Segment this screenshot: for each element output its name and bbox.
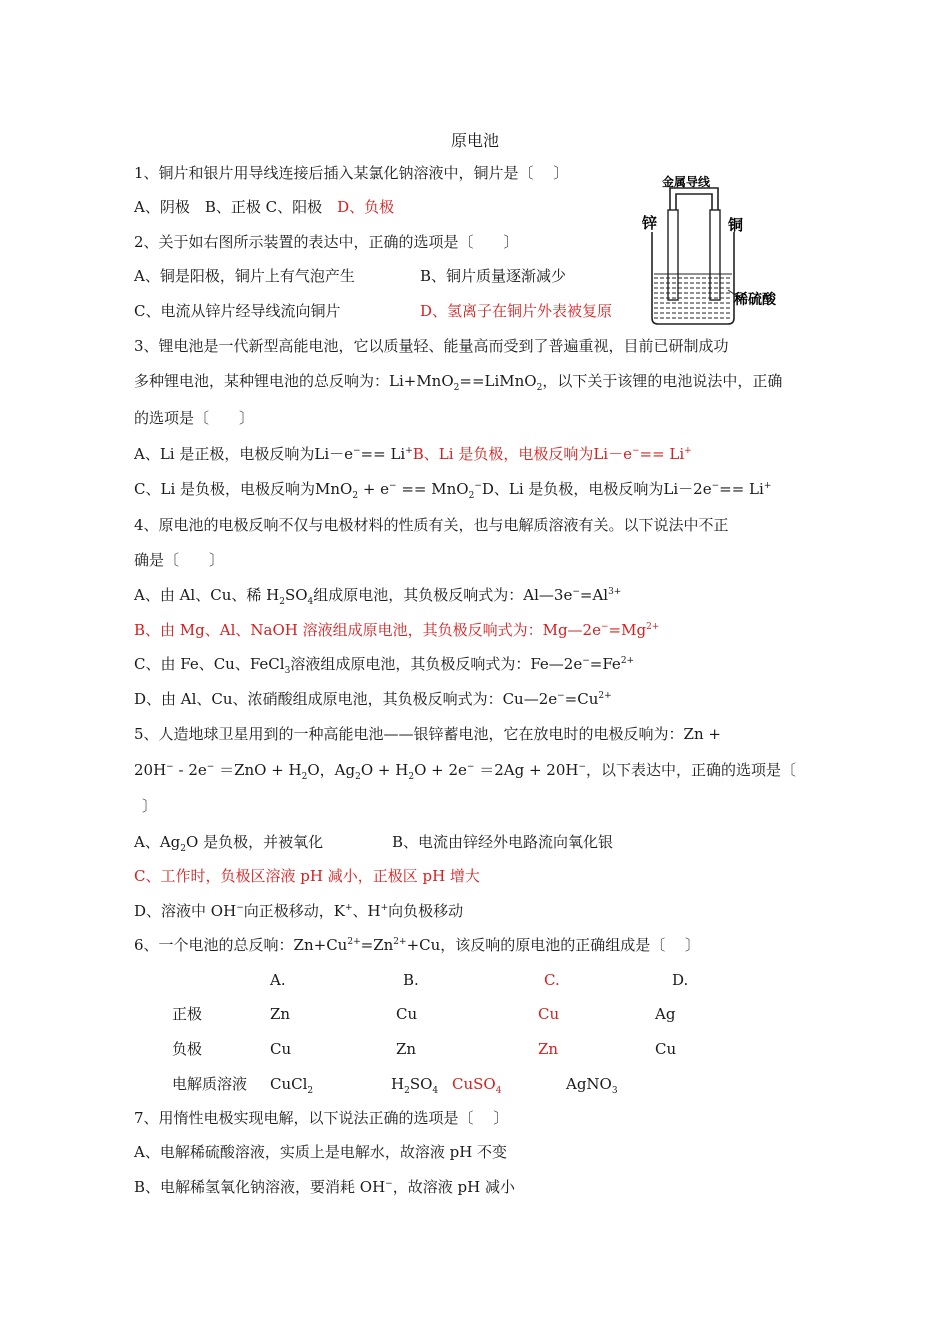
copper-electrode [710,210,720,300]
q2-option-a: A、铜是阳极，铜片上有气泡产生 [134,267,355,285]
q5-t2: - 2e [173,761,207,779]
sup: + [405,446,413,456]
q3-option-b [413,445,692,463]
q3-text-b: ==LiMnO [459,372,537,390]
q5-t6: O + 2e [414,761,467,779]
sup: − [466,762,475,772]
q3-line3: 的选项是〔 〕 [134,409,255,427]
q4-line2: 确是〔 〕 [134,551,225,569]
sup: + [763,481,772,491]
acid-label: 稀硫酸 [734,292,776,308]
q5-a2: O 是负极，并被氧化 [186,833,324,851]
q4-option-c [134,654,634,674]
q6-sol-d-text: AgNO [566,1075,612,1093]
q3-text-c: ，以下关于该锂的电池说法中，正确 [542,372,783,390]
q3-option-c3: == MnO [396,480,469,498]
q4-a2: SO [284,586,308,604]
sub: 4 [307,597,314,607]
sup: + [344,903,353,913]
sup: 2+ [620,656,635,666]
sup: − [206,762,215,772]
q4-c1: C、由 Fe、Cu、FeCl [134,655,285,673]
q4-b2: =Mg [608,621,647,639]
q6-header-a: A. [270,971,286,989]
q5-line3: 〕 [142,797,158,815]
q5-d2: 向正极移动，K [243,902,345,920]
q4-c3: =Fe [589,655,621,673]
q5-d1: D、溶液中 OH [134,902,237,920]
q5-t5: O + H [360,761,409,779]
sub: 2 [404,1086,410,1096]
sup: − [166,762,174,772]
sup: − [600,622,609,632]
q6-header-c: C. [544,971,560,989]
q7-b1: B、电解稀氢氧化钠溶液，要消耗 OH [134,1178,386,1196]
q3-option-d: D、Li 是负极，电极反响为Li－2e [481,480,712,498]
sub: 2 [307,1086,314,1096]
page-title: 原电池 [450,131,499,150]
q4-a4: =Al [579,586,609,604]
q5-option-b: B、电流由锌经外电路流向氧化银 [392,833,614,851]
q5-t1: 20H [134,761,167,779]
q5-d4: 向负极移动 [388,902,464,920]
q6-neg-d: Cu [655,1040,677,1058]
sub: 4 [495,1086,502,1096]
q3-option-a: A、Li 是正极，电极反响为Li－e [134,445,353,463]
q3-option-b2: == Li [639,445,685,463]
sup: − [711,481,720,491]
sub: 2 [468,491,475,501]
sub: 2 [301,772,308,782]
sup: − [389,481,397,491]
q1-stem: 1、铜片和银片用导线连接后插入某氯化钠溶液中，铜片是〔 〕 [134,164,569,182]
battery-diagram [640,172,790,332]
q6-sol-a [270,1074,313,1094]
q6-header-b: B. [403,971,419,989]
sup: 3+ [608,587,622,597]
q3-line1: 3、锂电池是一代新型高能电池，它以质量轻、能量高而受到了普遍重视，目前已研制成功 [134,337,729,355]
q4-option-b [134,620,659,640]
q5-t3: ＝ZnO + H [214,761,302,779]
q4-option-d [134,689,612,709]
q7-b2: ，故溶液 pH 减小 [392,1178,515,1196]
q7-stem: 7、用惰性电极实现电解，以下说法正确的选项是〔 〕 [134,1109,509,1127]
q2-option-c: C、电流从锌片经导线流向铜片 [134,302,341,320]
q7-option-a: A、电解稀硫酸溶液，实质上是电解水，故溶液 pH 不变 [134,1143,508,1161]
q5-option-c: C、工作时，负极区溶液 pH 减小，正极区 pH 增大 [134,867,480,885]
q1-answer: D、负极 [337,198,395,216]
sup: 2+ [646,622,660,632]
q6-sol-d [566,1074,618,1094]
q5-d3: 、H [352,902,381,920]
q4-line1: 4、原电池的电极反响不仅与电极材料的性质有关，也与电解质溶液有关。以下说法中不正 [134,516,729,534]
q2-option-b: B、铜片质量逐渐减少 [420,267,567,285]
q6-sol-c [452,1074,501,1094]
sup: 2+ [393,937,407,947]
q6-sol-a-text: CuCl [270,1075,308,1093]
q5-option-d [134,901,463,921]
q6-row-label-electrolyte: 电解质溶液 [172,1075,248,1093]
q4-option-a [134,585,621,605]
q6-sol-b-text2: SO [409,1075,433,1093]
sup: − [474,481,482,491]
zinc-label: 锌 [642,214,658,232]
sup: − [582,656,590,666]
q3-option-a2: == Li [360,445,406,463]
sub: 2 [355,772,361,782]
copper-label: 铜 [728,216,744,234]
q5-t8: ，以下表达中，正确的选项是〔 [586,761,797,779]
q2-option-d: D、氢离子在铜片外表被复原 [420,302,613,320]
sub: 2 [352,491,359,501]
sup: 2+ [598,691,612,701]
q3-option-c2: + e [358,480,390,498]
q6-stem [134,935,700,955]
q6-header-d: D. [672,971,689,989]
q6-pos-d: Ag [655,1005,676,1023]
q6-row-label-negative: 负极 [172,1040,203,1058]
sup: − [385,1179,393,1189]
q6-pos-c: Cu [538,1005,560,1023]
q6-neg-a: Cu [270,1040,292,1058]
q6-s2: =Zn [360,936,394,954]
sub: 3 [611,1086,618,1096]
q6-sol-b-text: H [391,1075,405,1093]
q7-option-b [134,1177,515,1197]
q6-row-label-positive: 正极 [172,1005,203,1023]
q5-a1: A、Ag [134,833,181,851]
q4-d2: =Cu [564,690,599,708]
q5-option-a [134,832,323,852]
q4-d1: D、由 Al、Cu、浓硝酸组成原电池，其负极反响式为：Cu—2e [134,690,558,708]
sub: 2 [408,772,415,782]
q4-a1: A、由 Al、Cu、稀 H [134,586,280,604]
q6-sol-c-text: CuSO [452,1075,496,1093]
q6-neg-b: Zn [396,1040,417,1058]
sub: 2 [536,383,543,393]
q5-line1: 5、人造地球卫星用到的一种高能电池——银锌蓄电池，它在放电时的电极反响为：Zn + [134,725,721,743]
q3-options-ab [134,444,692,464]
q5-t4: O，Ag [307,761,356,779]
galvanic-cell-illustration [640,172,790,332]
q4-a3: 组成原电池，其负极反响式为：Al—3e [313,586,573,604]
q2-stem: 2、关于如右图所示装置的表达中，正确的选项是〔 〕 [134,233,519,251]
sup: 2+ [347,937,361,947]
sub: 2 [279,597,285,607]
q6-pos-a: Zn [270,1005,291,1023]
sub: 2 [453,383,460,393]
q3-options-cd [134,479,771,499]
q3-option-d2: == Li [719,480,764,498]
q6-sol-b [391,1074,438,1094]
sup: − [572,587,580,597]
sub: 4 [432,1086,439,1096]
zinc-electrode [668,210,678,300]
sup: − [631,446,640,456]
sup: − [578,762,587,772]
q6-s3: +Cu，该反响的原电池的正确组成是〔 〕 [406,936,701,954]
wire-label: 金属导线 [662,175,711,189]
q3-option-c: C、Li 是负极，电极反响为MnO [134,480,353,498]
q5-line2 [134,760,796,780]
q3-text-a: 多种锂电池，某种锂电池的总反响为：Li+MnO [134,372,454,390]
sup: + [684,446,692,456]
q6-neg-c: Zn [538,1040,559,1058]
sub: 2 [180,844,187,854]
sup: − [236,903,244,913]
sup: − [353,446,361,456]
q1-opts-text: A、阴极 B、正极 C、阳极 [134,198,323,216]
q1-options [134,197,394,217]
sup: + [380,903,389,913]
q6-s1: 6、一个电池的总反响：Zn+Cu [134,936,348,954]
q5-t7: ＝2Ag + 20H [474,761,579,779]
q3-line2 [134,371,782,391]
sub: 3 [284,666,291,676]
q3-option-b-text: B、Li 是负极，电极反响为Li－e [412,445,632,463]
q4-c2: 溶液组成原电池，其负极反响式为：Fe—2e [290,655,583,673]
q4-b1: B、由 Mg、Al、NaOH 溶液组成原电池，其负极反响式为：Mg—2e [134,621,601,639]
q6-pos-b: Cu [396,1005,418,1023]
sup: − [557,691,565,701]
